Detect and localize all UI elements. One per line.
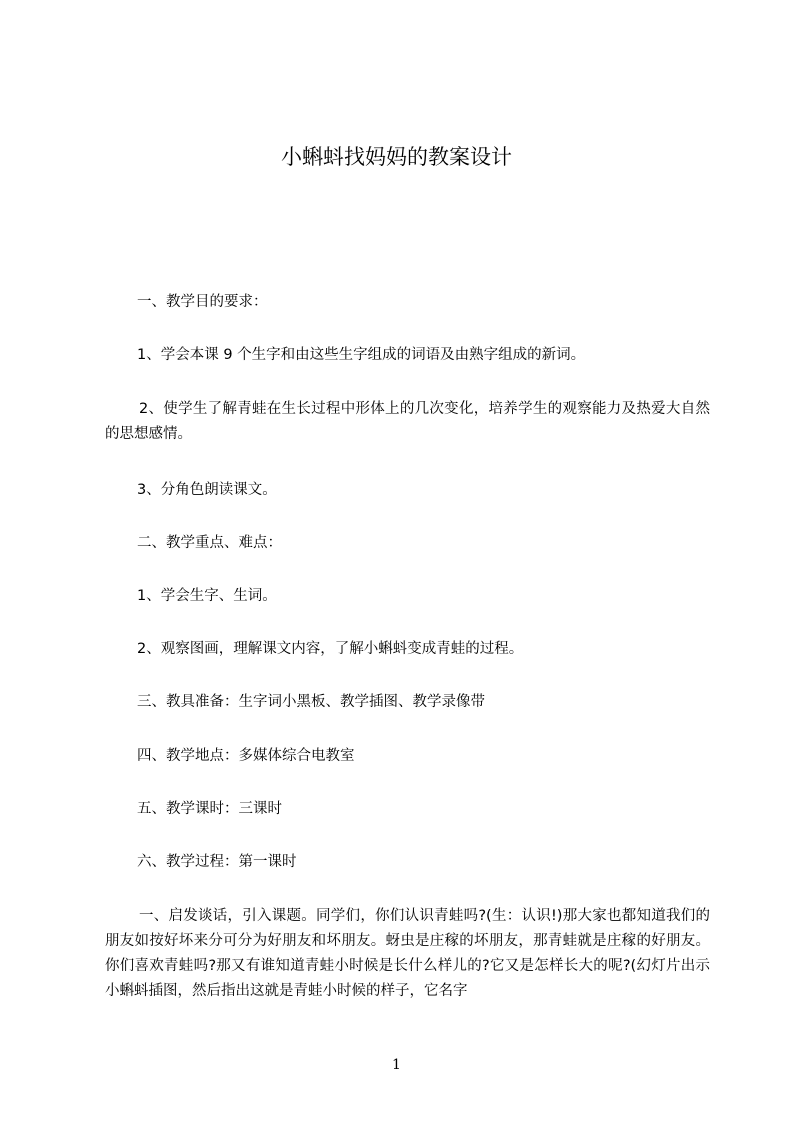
- section-teaching-location: 四、教学地点：多媒体综合电教室: [137, 748, 355, 764]
- objective-item-2: 2、使学生了解青蛙在生长过程中形体上的几次变化，培养学生的观察能力及热爱大自然的思想感情。: [105, 401, 710, 442]
- section-heading-key-points: 二、教学重点、难点：: [137, 535, 282, 551]
- key-point-item-2: 2、观察图画，理解课文内容，了解小蝌蚪变成青蛙的过程。: [137, 641, 524, 657]
- objective-item-3: 3、分角色朗读课文。: [137, 482, 277, 498]
- key-point-item-1: 1、学会生字、生词。: [137, 588, 277, 604]
- lesson-intro-paragraph: 一、启发谈话，引入课题。同学们，你们认识青蛙吗?(生：认识!)那大家也都知道我们的朋友如按好坏来分可分为好朋友和坏朋友。蚜虫是庄稼的坏朋友，那青蛙就是庄稼的好朋友。你们喜欢青蛙吗?那又有谁知道青蛙小时候是长什么样儿的?它又是怎样长大的呢?(幻灯片出示小蝌蚪插图，然后指出这就是青蛙小时候的样子，它名字: [105, 908, 710, 999]
- page-number: 1: [392, 1057, 401, 1073]
- section-teaching-aids: 三、教具准备：生字词小黑板、教学插图、教学录像带: [137, 694, 485, 710]
- section-class-hours: 五、教学课时：三课时: [137, 801, 282, 817]
- section-heading-objectives: 一、教学目的要求：: [137, 294, 268, 310]
- objective-item-1: 1、学会本课 9 个生字和由这些生字组成的词语及由熟字组成的新词。: [137, 347, 586, 363]
- document-title: 小蝌蚪找妈妈的教案设计: [281, 145, 512, 169]
- section-teaching-process: 六、教学过程：第一课时: [137, 854, 297, 870]
